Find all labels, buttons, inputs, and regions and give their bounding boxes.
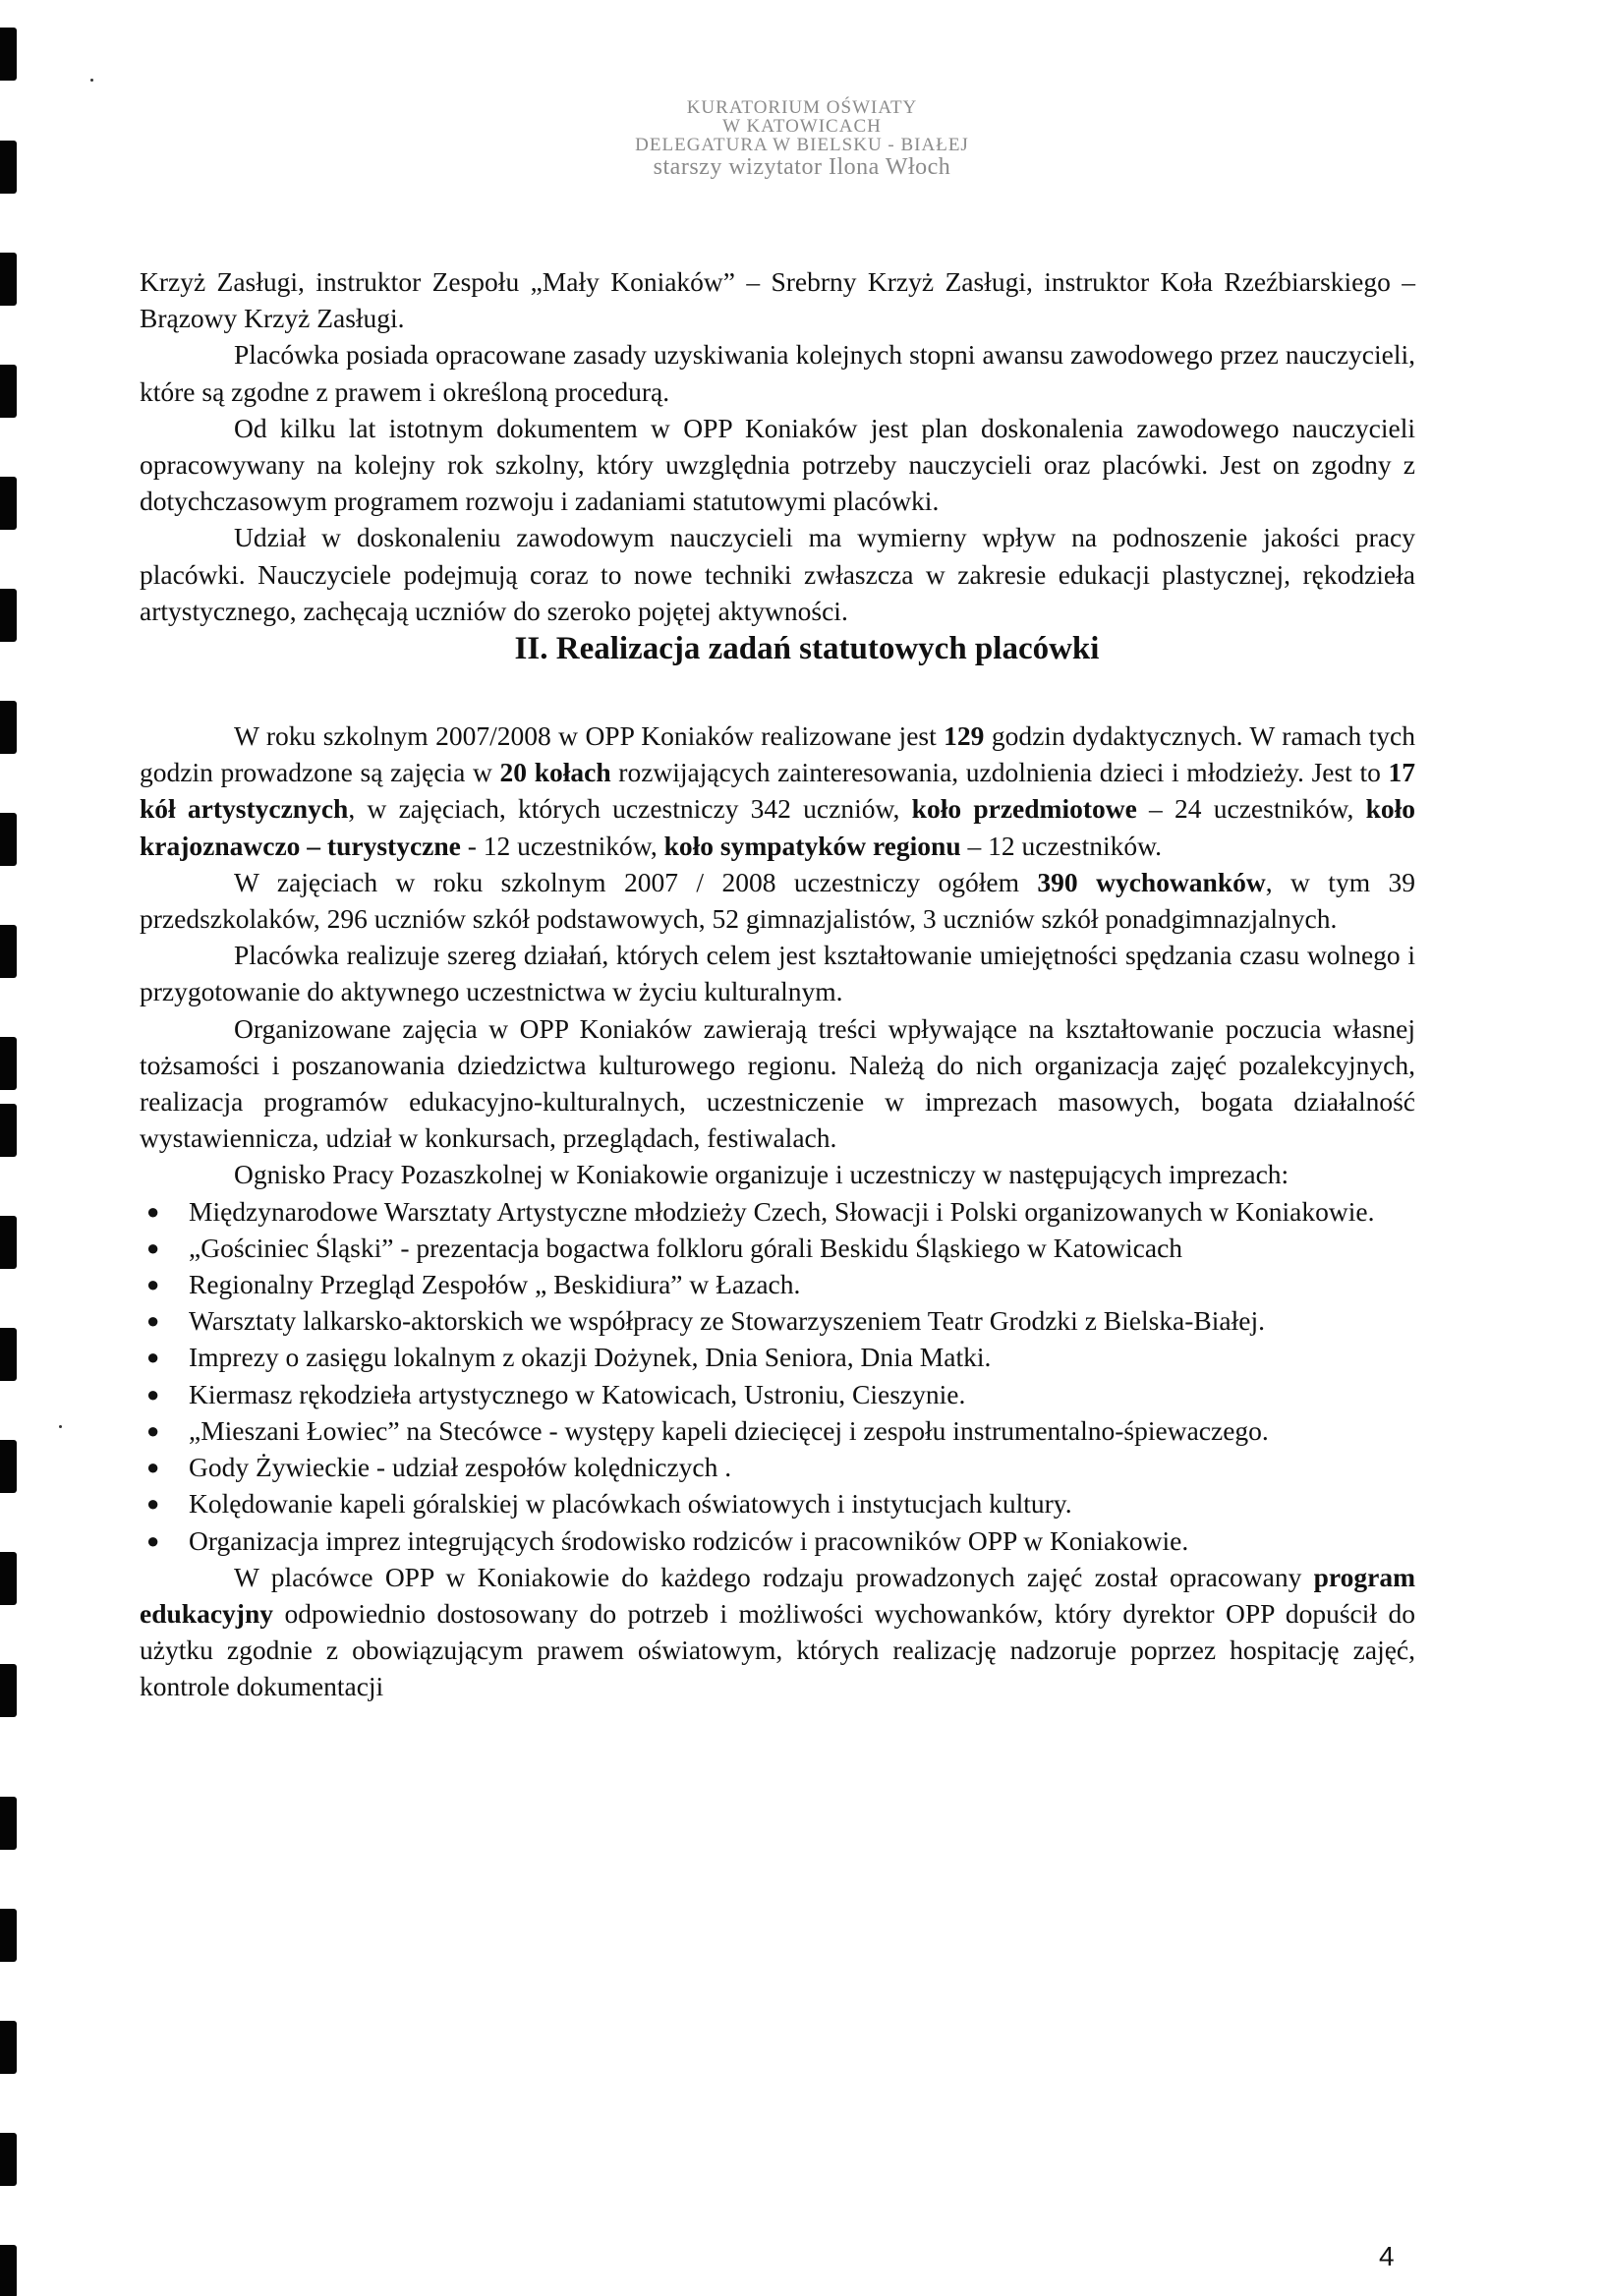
binding-mark	[0, 2245, 17, 2296]
binding-mark	[0, 1216, 17, 1269]
binding-mark	[0, 28, 17, 81]
binding-mark	[0, 2021, 17, 2074]
binding-mark	[0, 2133, 17, 2186]
paragraph-teaching-hours: W roku szkolnym 2007/2008 w OPP Koniaków realizowane jest 129 godzin dydaktycznych. W ramach tych godzin prowadzone są zajęcia w 20 kołach rozwijających zainteresowania, uzdolnienia dzieci i młodzieży. Jest to 17 kół artystycznych, w zajęciach, których uczestniczy 342 uczniów, koło przedmiotowe – 24 uczestników, koło krajoznawczo – turystyczne - 12 uczestników, koło sympatyków regionu – 12 uczestników.	[140, 720, 1416, 861]
bold-program: program edukacyjny	[140, 1561, 1415, 1629]
scan-speck	[90, 79, 93, 82]
bold-hours: 129	[944, 720, 985, 752]
section-heading: II. Realizacja zadań statutowych placówki	[514, 631, 1100, 667]
binding-mark	[0, 1440, 17, 1493]
binding-mark	[0, 1037, 17, 1090]
paragraph-development-plan: Od kilku lat istotnym dokumentem w OPP Koniaków jest plan doskonalenia zawodowego nauczycieli opracowywany na kolejny rok szkolny, który uwzględnia potrzeby nauczycieli oraz placówki. Jest on zgodny z dotychczasowym programem rozwoju i zadaniami statutowymi placówki.	[140, 412, 1415, 517]
bullet-icon: ●	[146, 1234, 160, 1260]
bullet-icon: ●	[146, 1491, 160, 1517]
bold-region-club: koło sympatyków regionu	[663, 830, 961, 861]
scan-speck	[59, 1425, 62, 1428]
bullet-icon: ●	[146, 1272, 160, 1297]
paragraph-promotion-rules: Placówka posiada opracowane zasady uzyskiwania kolejnych stopni awansu zawodowego przez nauczycieli, które są zgodne z prawem i określoną procedurą.	[140, 339, 1415, 407]
scan-binding-marks	[0, 0, 24, 2296]
list-item: ● „Gościniec Śląski” - prezentacja bogactwa folkloru górali Beskidu Śląskiego w Katowicach	[140, 1230, 1415, 1266]
binding-mark	[0, 1909, 17, 1962]
bullet-icon: ●	[146, 1381, 160, 1406]
bold-subject-club: koło przedmiotowe	[911, 793, 1137, 825]
list-item: ● Gody Żywieckie - udział zespołów kolędniczych .	[140, 1449, 1415, 1485]
bullet-icon: ●	[146, 1417, 160, 1443]
binding-mark	[0, 477, 17, 530]
list-item: ● Regionalny Przegląd Zespołów „ Beskidiura” w Łazach.	[140, 1266, 1415, 1302]
list-item: ● Międzynarodowe Warsztaty Artystyczne młodzieży Czech, Słowacji i Polski organizowanych w Koniakowie.	[140, 1193, 1415, 1230]
binding-mark	[0, 701, 17, 754]
bullet-icon: ●	[146, 1527, 160, 1553]
bullet-icon: ●	[146, 1455, 160, 1480]
institution-stamp	[0, 98, 1604, 180]
binding-mark	[0, 1664, 17, 1717]
list-item: ● Kiermasz rękodzieła artystycznego w Katowicach, Ustroniu, Cieszynie.	[140, 1376, 1415, 1412]
bold-art-clubs: 17 kół artystycznych	[140, 757, 1416, 825]
stamp-line-institution: KURATORIUM OŚWIATY	[686, 97, 918, 118]
binding-mark	[0, 1797, 17, 1850]
page-number: 4	[1379, 2241, 1395, 2271]
binding-mark	[0, 1328, 17, 1381]
binding-mark	[0, 365, 17, 418]
stamp-line-city: W KATOWICACH	[722, 116, 882, 137]
list-item: ● Organizacja imprez integrujących środowisko rodziców i pracowników OPP w Koniakowie.	[140, 1522, 1415, 1559]
binding-mark	[0, 925, 17, 978]
paragraph-teacher-training: Udział w doskonaleniu zawodowym nauczycieli ma wymierny wpływ na podnoszenie jakości pracy placówki. Nauczyciele podejmują coraz to nowe techniki zwłaszcza w zakresie edukacji plastycznej, rękodzieła artystycznego, zachęcają uczniów do szeroko pojętej aktywności.	[140, 522, 1415, 626]
events-list	[140, 1193, 1415, 1559]
binding-mark	[0, 589, 17, 642]
bold-tourism-club: koło krajoznawczo – turystyczne	[140, 793, 1415, 861]
document-body	[140, 263, 1415, 1705]
paragraph-leisure: Placówka realizuje szereg działań, których celem jest kształtowanie umiejętności spędzania czasu wolnego i przygotowanie do aktywnego uczestnictwa w życiu kulturalnym.	[140, 940, 1415, 1007]
paragraph-participants: W zajęciach w roku szkolnym 2007 / 2008 uczestniczy ogółem 390 wychowanków, w tym 39 przedszkolaków, 296 uczniów szkół podstawowych, 52 gimnazjalistów, 3 uczniów szkół ponadgimnazjalnych.	[140, 866, 1415, 935]
bullet-icon: ●	[146, 1345, 160, 1370]
list-item: ● Imprezy o zasięgu lokalnym z okazji Dożynek, Dnia Seniora, Dnia Matki.	[140, 1339, 1415, 1375]
binding-mark	[0, 813, 17, 866]
binding-mark	[0, 253, 17, 306]
binding-mark	[0, 1104, 17, 1157]
list-item: ● Kolędowanie kapeli góralskiej w placówkach oświatowych i instytucjach kultury.	[140, 1485, 1415, 1521]
list-item: ● Warsztaty lalkarsko-aktorskich we współpracy ze Stowarzyszeniem Teatr Grodzki z Bielska-Białej.	[140, 1302, 1415, 1339]
bold-participants-total: 390 wychowanków	[1037, 866, 1266, 897]
bullet-icon: ●	[146, 1308, 160, 1334]
bullet-icon: ●	[146, 1198, 160, 1224]
stamp-line-inspector: starszy wizytator Ilona Włoch	[653, 154, 951, 180]
paragraph-educational-program: W placówce OPP w Koniakowie do każdego rodzaju prowadzonych zajęć został opracowany program edukacyjny odpowiednio dostosowany do potrzeb i możliwości wychowanków, który dyrektor OPP dopuścił do użytku zgodnie z obowiązującym prawem oświatowym, których realizację nadzoruje poprzez hospitację zajęć, kontrole dokumentacji	[140, 1561, 1415, 1702]
paragraph-awards: Krzyż Zasługi, instruktor Zespołu „Mały Koniaków” – Srebrny Krzyż Zasługi, instruktor Koła Rzeźbiarskiego – Brązowy Krzyż Zasługi.	[140, 266, 1415, 334]
binding-mark	[0, 1552, 17, 1605]
stamp-line-delegation: DELEGATURA W BIELSKU - BIAŁEJ	[635, 135, 969, 155]
bold-clubs-count: 20 kołach	[499, 757, 611, 788]
list-item: ● „Mieszani Łowiec” na Stecówce - występy kapeli dziecięcej i zespołu instrumentalno-śpiewaczego.	[140, 1412, 1415, 1449]
paragraph-identity: Organizowane zajęcia w OPP Koniaków zawierają treści wpływające na kształtowanie poczucia własnej tożsamości i poszanowania dziedzictwa kulturowego regionu. Należą do nich organizacja zajęć pozalekcyjnych, realizacja programów edukacyjno-kulturalnych, uczestniczenie w imprezach masowych, bogata działalność wystawiennicza, udział w konkursach, przeglądach, festiwalach.	[140, 1012, 1415, 1154]
paragraph-events-intro: Ognisko Pracy Pozaszkolnej w Koniakowie organizuje i uczestniczy w następujących imprezach:	[234, 1159, 1289, 1190]
